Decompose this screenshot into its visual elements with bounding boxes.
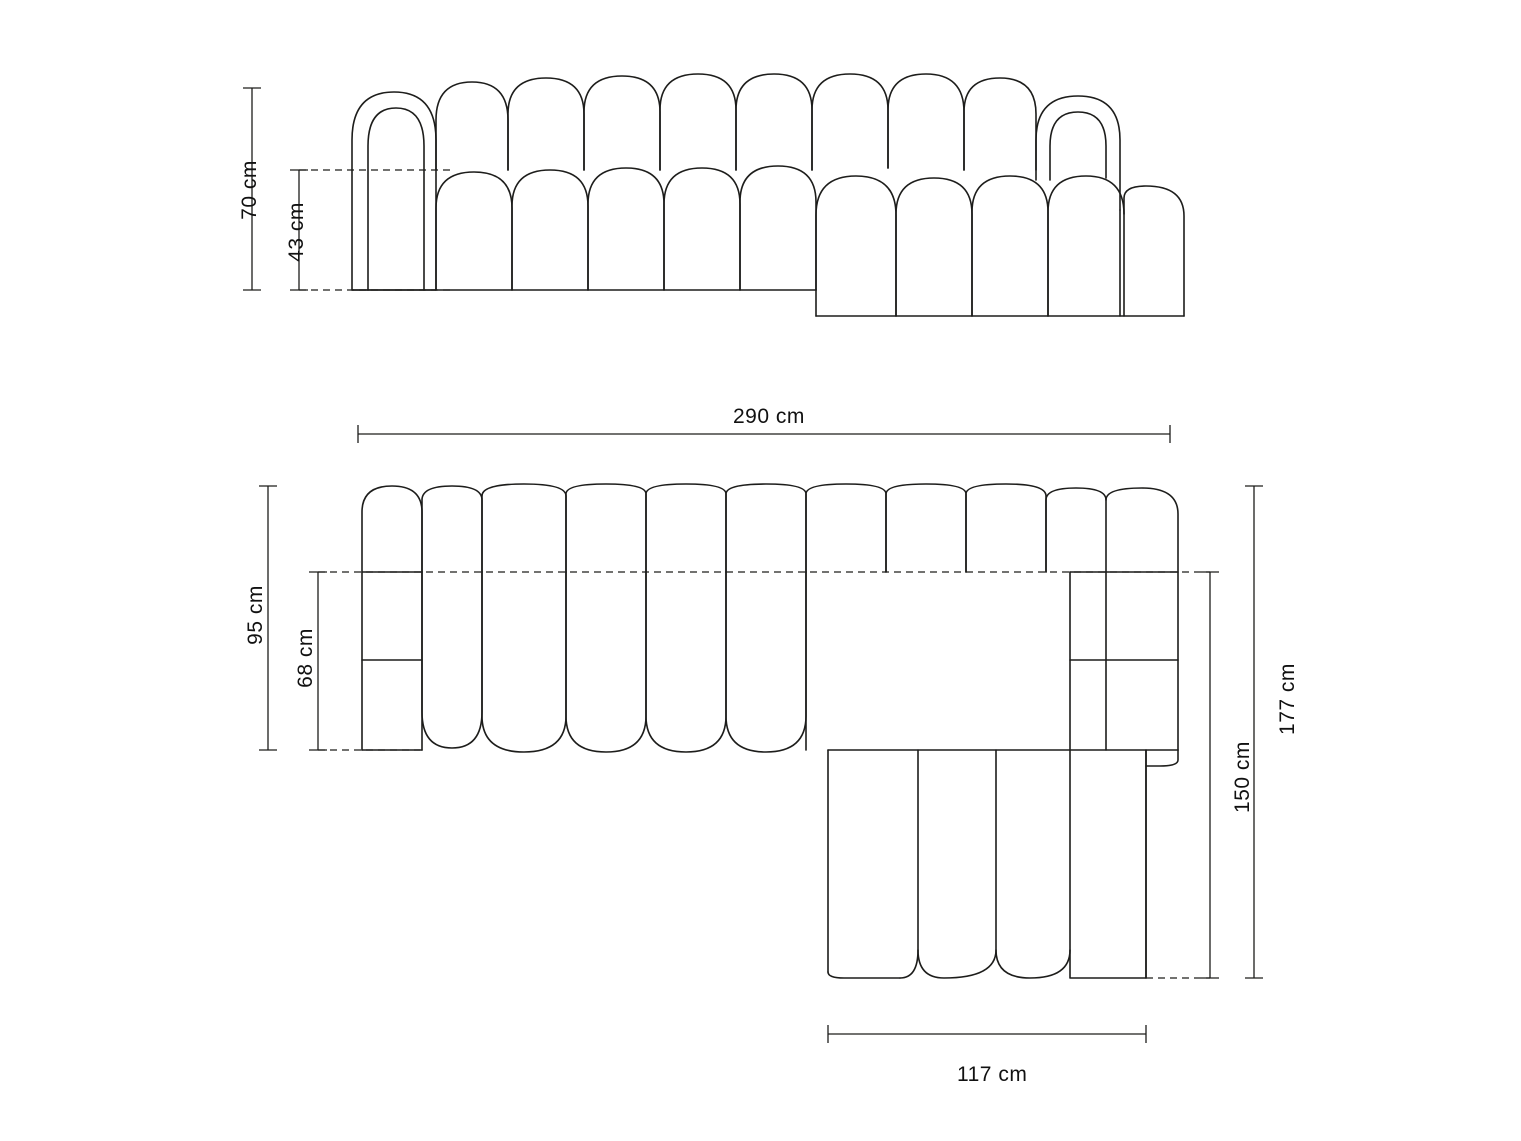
label-height-seat: 43 cm: [285, 202, 308, 262]
label-width-chaise: 117 cm: [957, 1063, 1028, 1086]
label-depth-seat: 68 cm: [294, 628, 317, 688]
top-plan-drawing: [259, 484, 1263, 1043]
label-depth-chaise: 150 cm: [1231, 741, 1254, 813]
label-height-total: 70 cm: [238, 160, 261, 220]
front-elevation-drawing: [243, 74, 1184, 316]
label-depth-total: 95 cm: [244, 585, 267, 645]
label-width-total: 290 cm: [733, 405, 805, 428]
label-depth-overall-right: 177 cm: [1276, 663, 1299, 735]
